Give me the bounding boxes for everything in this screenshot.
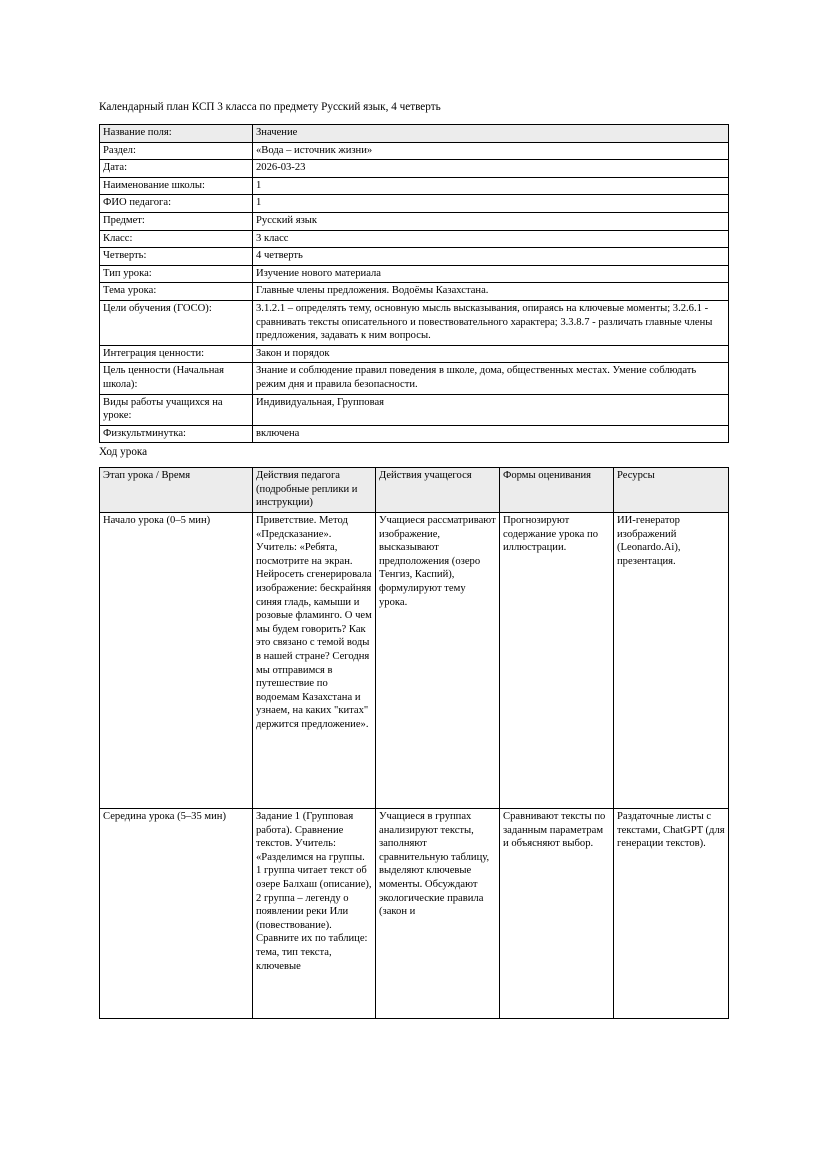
table-row bbox=[100, 283, 729, 301]
field-label: Дата: bbox=[100, 160, 253, 178]
section-heading-lesson-flow: Ход урока bbox=[99, 446, 148, 459]
table-header-row bbox=[100, 125, 729, 143]
field-value: Главные члены предложения. Водоёмы Казахстана. bbox=[253, 283, 729, 301]
table-row bbox=[100, 809, 729, 1019]
field-value: Закон и порядок bbox=[253, 345, 729, 363]
table-row bbox=[100, 195, 729, 213]
header-cell-value: Значение bbox=[253, 125, 729, 143]
table-row bbox=[100, 394, 729, 425]
cell-student-actions: Учащиеся в группах анализируют тексты, заполняют сравнительную таблицу, выделяют ключевые моменты. Обсуждают экологические правила (закон и bbox=[376, 809, 500, 1019]
cell-resources: Раздаточные листы с текстами, ChatGPT (для генерации текстов). bbox=[614, 809, 729, 1019]
header-cell-student-actions: Действия учащегося bbox=[376, 468, 500, 513]
table-row bbox=[100, 425, 729, 443]
table-row bbox=[100, 363, 729, 394]
header-cell-teacher-actions: Действия педагога (подробные реплики и инструкции) bbox=[253, 468, 376, 513]
field-label: Интеграция ценности: bbox=[100, 345, 253, 363]
cell-assessment: Сравнивают тексты по заданным параметрам и объясняют выбор. bbox=[500, 809, 614, 1019]
field-value: Изучение нового материала bbox=[253, 265, 729, 283]
cell-teacher-actions: Приветствие. Метод «Предсказание». Учитель: «Ребята, посмотрите на экран. Нейросеть сгенерировала изображение: бескрайняя синяя гладь, камыши и розовые фламинго. О чем мы будем говорить? Как это связано с темой воды в нашей стране? Сегодня мы отправимся в путешествие по водоемам Казахстана и узнаем, на каких "китах" держится предложение». bbox=[253, 513, 376, 809]
field-label: Цели обучения (ГОСО): bbox=[100, 300, 253, 345]
field-label: Предмет: bbox=[100, 212, 253, 230]
field-value: 3 класс bbox=[253, 230, 729, 248]
table-row bbox=[100, 212, 729, 230]
table-row bbox=[100, 513, 729, 809]
lesson-info-table bbox=[99, 124, 729, 443]
field-label: ФИО педагога: bbox=[100, 195, 253, 213]
field-label: Виды работы учащихся на уроке: bbox=[100, 394, 253, 425]
lesson-flow-table bbox=[99, 467, 729, 1019]
cell-teacher-actions: Задание 1 (Групповая работа). Сравнение текстов. Учитель: «Разделимся на группы. 1 группа читает текст об озере Балхаш (описание), 2 группа – легенду о появлении реки Или (повествование). Сравните их по таблице: тема, тип текста, ключевые bbox=[253, 809, 376, 1019]
cell-stage: Середина урока (5–35 мин) bbox=[100, 809, 253, 1019]
field-value: 1 bbox=[253, 195, 729, 213]
table-row bbox=[100, 160, 729, 178]
document-content bbox=[99, 99, 728, 1019]
lesson-flow-table-wrapper bbox=[99, 467, 730, 1019]
cell-resources: ИИ-генератор изображений (Leonardo.Ai), презентация. bbox=[614, 513, 729, 809]
field-label: Четверть: bbox=[100, 248, 253, 266]
cell-stage: Начало урока (0–5 мин) bbox=[100, 513, 253, 809]
field-value: 1 bbox=[253, 177, 729, 195]
field-value: 2026-03-23 bbox=[253, 160, 729, 178]
header-cell-stage: Этап урока / Время bbox=[100, 468, 253, 513]
field-label: Тема урока: bbox=[100, 283, 253, 301]
table-row bbox=[100, 142, 729, 160]
table-header-row bbox=[100, 468, 729, 513]
table-row bbox=[100, 230, 729, 248]
field-label: Класс: bbox=[100, 230, 253, 248]
page-title: Календарный план КСП 3 класса по предмету Русский язык, 4 четверть bbox=[99, 101, 441, 113]
field-label: Цель ценности (Начальная школа): bbox=[100, 363, 253, 394]
field-value: 4 четверть bbox=[253, 248, 729, 266]
header-cell-field: Название поля: bbox=[100, 125, 253, 143]
field-label: Наименование школы: bbox=[100, 177, 253, 195]
table-row bbox=[100, 248, 729, 266]
field-label: Раздел: bbox=[100, 142, 253, 160]
table-row bbox=[100, 300, 729, 345]
table-row bbox=[100, 345, 729, 363]
field-value: Русский язык bbox=[253, 212, 729, 230]
table-row bbox=[100, 265, 729, 283]
field-value: включена bbox=[253, 425, 729, 443]
header-cell-resources: Ресурсы bbox=[614, 468, 729, 513]
field-label: Физкультминутка: bbox=[100, 425, 253, 443]
cell-assessment: Прогнозируют содержание урока по иллюстрации. bbox=[500, 513, 614, 809]
field-value: 3.1.2.1 – определять тему, основную мысль высказывания, опираясь на ключевые моменты; 3.2.6.1 - сравнивать тексты описательного и повествовательного характера; 3.3.8.7 - различать главные члены предложения, задавать к ним вопросы. bbox=[253, 300, 729, 345]
field-value: Индивидуальная, Групповая bbox=[253, 394, 729, 425]
cell-student-actions: Учащиеся рассматривают изображение, высказывают предположения (озеро Тенгиз, Каспий), формулируют тему урока. bbox=[376, 513, 500, 809]
header-cell-assessment: Формы оценивания bbox=[500, 468, 614, 513]
field-label: Тип урока: bbox=[100, 265, 253, 283]
field-value: «Вода – источник жизни» bbox=[253, 142, 729, 160]
field-value: Знание и соблюдение правил поведения в школе, дома, общественных местах. Умение соблюдать режим дня и правила безопасности. bbox=[253, 363, 729, 394]
table-row bbox=[100, 177, 729, 195]
